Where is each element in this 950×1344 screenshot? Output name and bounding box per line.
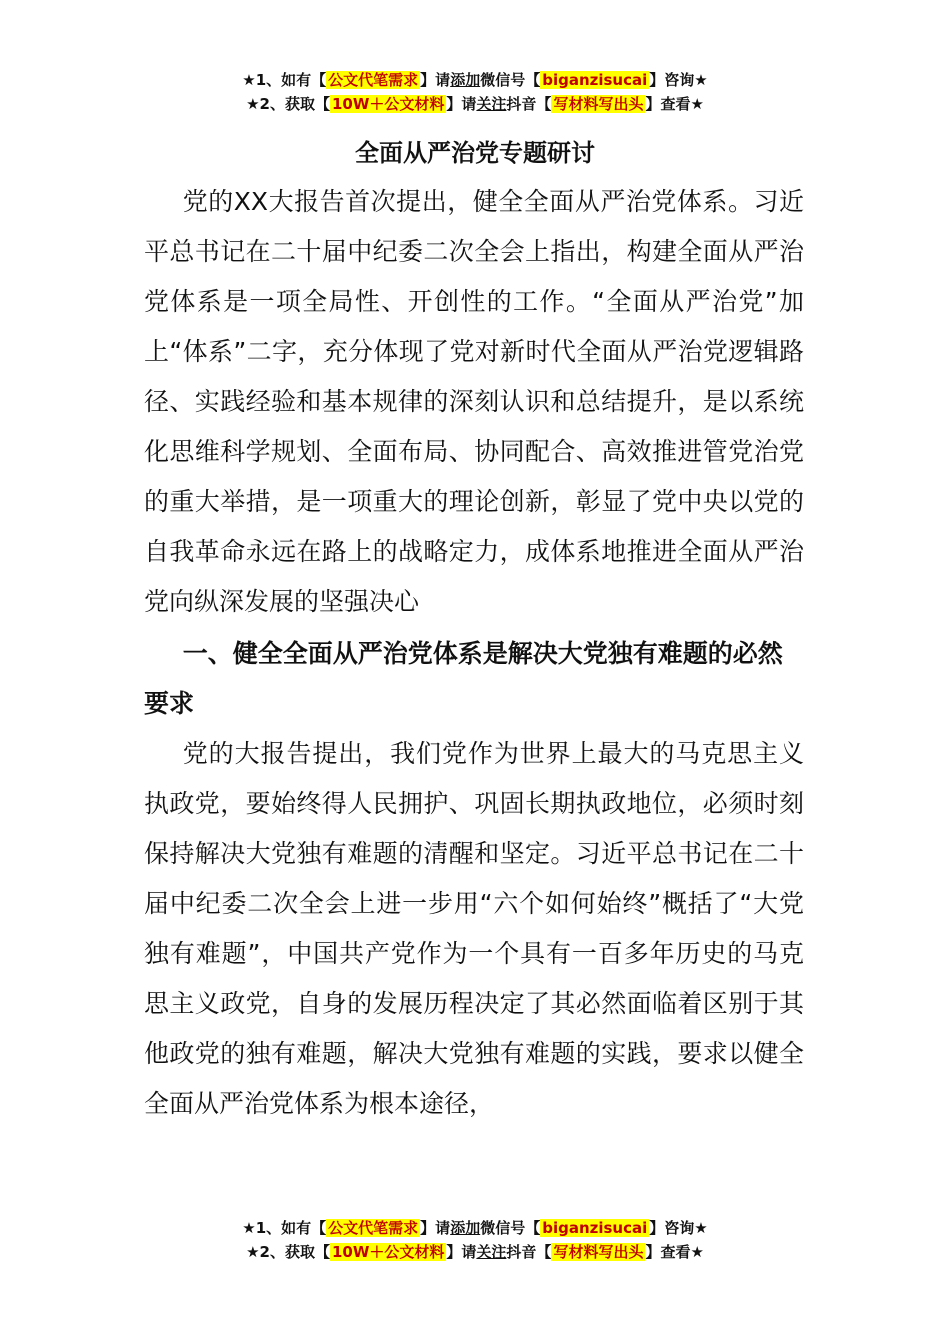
- banner-text: 抖音【: [506, 95, 552, 113]
- banner-highlight: 写材料写出头: [553, 95, 644, 113]
- banner-text: ★2、获取【: [246, 1243, 330, 1261]
- banner-highlight: 写材料写出头: [553, 1243, 644, 1261]
- banner-highlight: 公文代笔需求: [328, 1219, 419, 1237]
- banner-text: 微信号【: [480, 71, 541, 89]
- banner-line-2: [0, 92, 950, 116]
- banner-text: 】请: [420, 71, 451, 89]
- section-heading-1: 一、健全全面从严治党体系是解决大党独有难题的必然要求: [144, 639, 783, 718]
- document-body: [144, 177, 804, 1129]
- banner-text: ★2、获取【: [246, 95, 330, 113]
- banner-highlight: biganzisucai: [542, 1219, 648, 1237]
- banner-text: 】请: [446, 1243, 477, 1261]
- banner-text: 】查看★: [645, 1243, 704, 1261]
- banner-text: 】咨询★: [649, 71, 708, 89]
- header-banner: [0, 68, 950, 116]
- banner-highlight: 10W＋公文材料: [331, 95, 445, 113]
- banner-underline: 关注: [476, 1243, 507, 1261]
- banner-underline: 添加: [450, 71, 481, 89]
- paragraph-1: 党的XX大报告首次提出，健全全面从严治党体系。习近平总书记在二十届中纪委二次全会上指出，构建全面从严治党体系是一项全局性、开创性的工作。“全面从严治党”加上“体系”二字，充分体现了党对新时代全面从严治党逻辑路径、实践经验和基本规律的深刻认识和总结提升，是以系统化思维科学规划、全面布局、协同配合、高效推进管党治党的重大举措，是一项重大的理论创新，彰显了党中央以党的自我革命永远在路上的战略定力，成体系地推进全面从严治党向纵深发展的坚强决心: [144, 187, 804, 616]
- banner-line-1: [0, 1216, 950, 1240]
- banner-text: 】查看★: [645, 95, 704, 113]
- banner-text: 】请: [446, 95, 477, 113]
- document-title: 全面从严治党专题研讨: [355, 139, 595, 167]
- banner-text: 抖音【: [506, 1243, 552, 1261]
- paragraph-2: 党的大报告提出，我们党作为世界上最大的马克思主义执政党，要始终得人民拥护、巩固长期执政地位，必须时刻保持解决大党独有难题的清醒和坚定。习近平总书记在二十届中纪委二次全会上进一步用“六个如何始终”概括了“大党独有难题”，中国共产党作为一个具有一百多年历史的马克思主义政党，自身的发展历程决定了其必然面临着区别于其他政党的独有难题，解决大党独有难题的实践，要求以健全全面从严治党体系为根本途径，: [144, 739, 804, 1118]
- footer-banner: [0, 1216, 950, 1264]
- banner-text: 】请: [420, 1219, 451, 1237]
- banner-underline: 添加: [450, 1219, 481, 1237]
- banner-highlight: 10W＋公文材料: [331, 1243, 445, 1261]
- banner-highlight: biganzisucai: [542, 71, 648, 89]
- banner-text: ★1、如有【: [242, 71, 327, 89]
- banner-line-2: [0, 1240, 950, 1264]
- banner-line-1: [0, 68, 950, 92]
- banner-text: ★1、如有【: [242, 1219, 327, 1237]
- banner-text: 】咨询★: [649, 1219, 708, 1237]
- banner-highlight: 公文代笔需求: [328, 71, 419, 89]
- banner-text: 微信号【: [480, 1219, 541, 1237]
- banner-underline: 关注: [476, 95, 507, 113]
